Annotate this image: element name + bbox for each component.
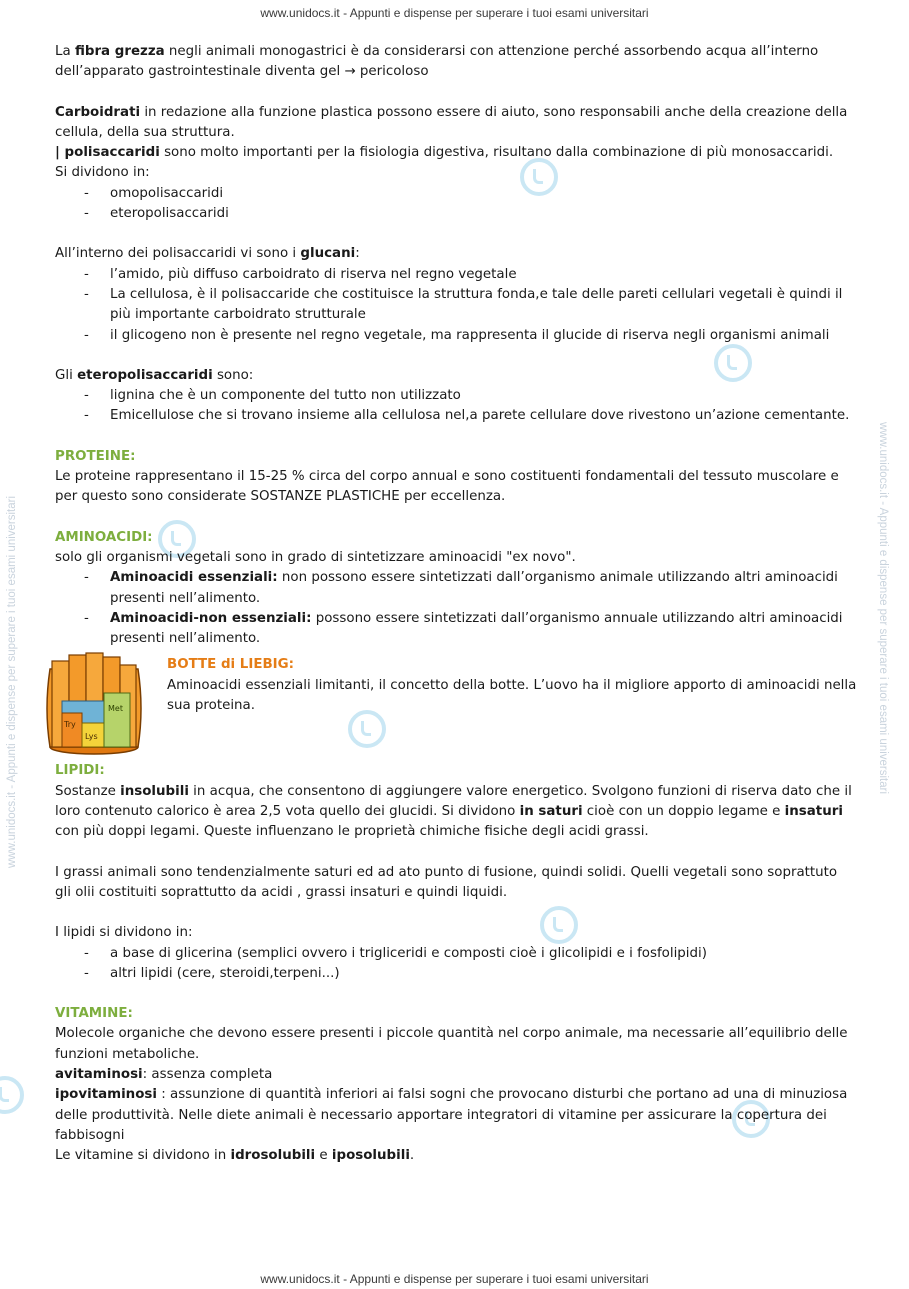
eteropolisaccaridi-paragraph: Gli eteropolisaccaridi sono:	[55, 367, 254, 383]
barrel-label-lys: Lys	[85, 732, 98, 742]
watermark-side-left: www.unidocs.it - Appunti e dispense per superare i tuoi esami universitari	[6, 495, 18, 868]
liebig-section	[55, 649, 855, 761]
lipidi-paragraph-1: Sostanze insolubili in acqua, che consentono di aggiungere valore energetico. Svolgono funzioni di riserva dato che il loro contenuto calorico è area 2,5 vota quello dei glucidi. Si dividono in saturi cioè con un doppio legame e insaturi con più doppi legami. Queste influenzano le proprietà chimiche fisiche degli acidi grassi.	[55, 783, 852, 840]
vitamine-heading: VITAMINE:	[55, 1006, 133, 1022]
list-item: - lignina che è un componente del tutto non utilizzato	[110, 386, 855, 406]
ipovitaminosi-paragraph: ipovitaminosi : assunzione di quantità inferiori ai falsi sogni che provocano disturbi che portano ad una di minuziosa delle produttività. Nelle diete animali è necessario apportare integratori di vitamine per assicurare la copertura dei fabbisogni	[55, 1087, 848, 1143]
list-item: - Aminoacidi-non essenziali: possono essere sintetizzati dall’organismo annuale utilizzando altri aminoacidi presenti nell’alimento.	[110, 609, 855, 650]
eteropolisaccaridi-list	[55, 386, 855, 427]
aminoacidi-heading: AMINOACIDI:	[55, 529, 153, 545]
watermark-top: www.unidocs.it - Appunti e dispense per superare i tuoi esami universitari	[260, 6, 649, 20]
proteine-heading: PROTEINE:	[55, 448, 136, 464]
vitamine-paragraph: Molecole organiche che devono essere presenti i piccole quantità nel corpo animale, ma necessarie all’equilibrio delle funzioni metaboliche.	[55, 1026, 848, 1062]
watermark-side-right: www.unidocs.it - Appunti e dispense per superare i tuoi esami universitari	[877, 422, 889, 795]
list-item: - Aminoacidi essenziali: non possono essere sintetizzati dall’organismo animale utilizzando altri aminoacidi presenti nell’alimento.	[110, 568, 855, 609]
polisaccaridi-list	[55, 184, 855, 225]
document-body	[55, 42, 855, 1166]
lipidi-list	[55, 944, 855, 985]
glucani-paragraph: All’interno dei polisaccaridi vi sono i glucani:	[55, 246, 360, 262]
lipidi-paragraph-2: I grassi animali sono tendenzialmente saturi ed ad ato punto di fusione, quindi solidi. Quelli vegetali sono soprattuto gli olii costituiti soprattutto da acidi , grassi insaturi e quindi liquidi.	[55, 864, 838, 900]
liebig-paragraph: Aminoacidi essenziali limitanti, il concetto della botte. L’uovo ha il migliore apporto di aminoacidi nella sua proteina.	[167, 677, 857, 714]
liebig-barrel-image	[42, 649, 146, 755]
list-item: - La cellulosa, è il polisaccaride che costituisce la struttura fonda,e tale delle pareti cellulari vegetali è quindi il più importante carboidrato strutturale	[110, 285, 855, 326]
list-item: - a base di glicerina (semplici ovvero i trigliceridi e composti cioè i glicolipidi e i fosfolipidi)	[110, 944, 855, 964]
list-item: - il glicogeno non è presente nel regno vegetale, ma rappresenta il glucide di riserva negli organismi animali	[110, 326, 855, 346]
list-item: - omopolisaccaridi	[110, 184, 855, 204]
glucani-list	[55, 265, 855, 346]
polisaccaridi-paragraph: | polisaccaridi sono molto importanti per la fisiologia digestiva, risultano dalla combinazione di più monosaccaridi.	[55, 145, 834, 161]
lipidi-divide: I lipidi si dividono in:	[55, 925, 193, 941]
aminoacidi-paragraph: solo gli organismi vegetali sono in grado di sintetizzare aminoacidi "ex novo".	[55, 549, 576, 565]
list-item: - eteropolisaccaridi	[110, 204, 855, 224]
polisaccaridi-divide: Si dividono in:	[55, 165, 150, 181]
barrel-label-try: Try	[64, 720, 76, 730]
barrel-label-met: Met	[108, 704, 123, 714]
avitaminosi-paragraph: avitaminosi: assenza completa	[55, 1066, 273, 1082]
list-item: - l’amido, più diffuso carboidrato di riserva nel regno vegetale	[110, 265, 855, 285]
list-item: - Emicellulose che si trovano insieme alla cellulosa nel,a parete cellulare dove rivestono un’azione cementante.	[110, 406, 855, 426]
watermark-bottom: www.unidocs.it - Appunti e dispense per superare i tuoi esami universitari	[260, 1272, 649, 1286]
unidocs-logo-icon	[0, 1076, 24, 1114]
vitamine-classification: Le vitamine si dividono in idrosolubili e iposolubili.	[55, 1148, 415, 1164]
aminoacidi-list	[55, 568, 855, 649]
liebig-heading: BOTTE di LIEBIG:	[167, 657, 295, 673]
proteine-paragraph: Le proteine rappresentano il 15-25 % circa del corpo annual e sono costituenti fondamentali del tessuto muscolare e per questo sono considerate SOSTANZE PLASTICHE per eccellenza.	[55, 469, 839, 505]
carboidrati-paragraph: Carboidrati in redazione alla funzione plastica possono essere di aiuto, sono responsabili anche della creazione della cellula, della sua struttura.	[55, 104, 848, 140]
lipidi-heading: LIPIDI:	[55, 763, 105, 779]
list-item: - altri lipidi (cere, steroidi,terpeni...)	[110, 964, 855, 984]
fibra-paragraph: La fibra grezza negli animali monogastrici è da considerarsi con attenzione perché assorbendo acqua all’interno dell’apparato gastrointestinale diventa gel → pericoloso	[55, 44, 819, 80]
